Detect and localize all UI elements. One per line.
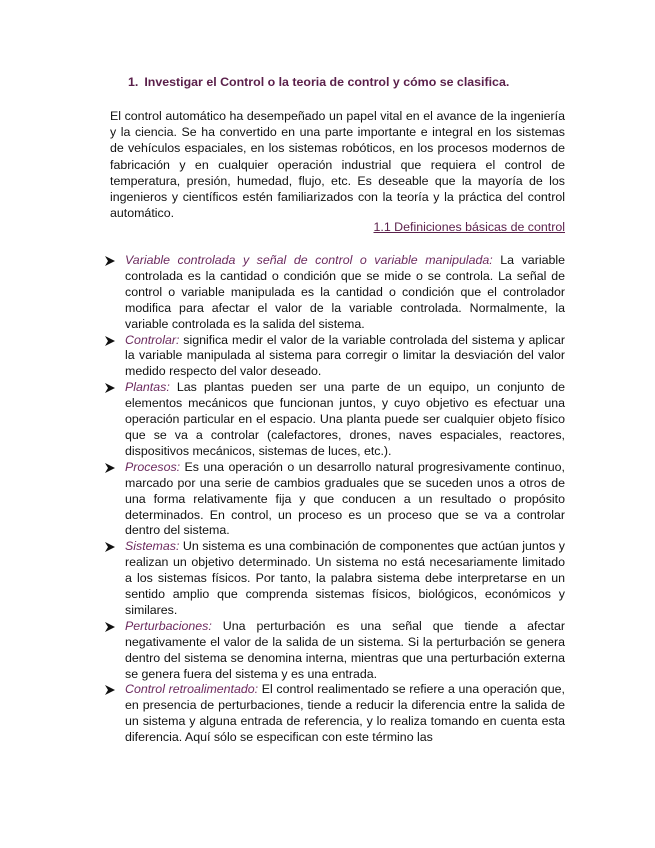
subsection-heading: 1.1 Definiciones básicas de control bbox=[373, 220, 565, 234]
list-item bbox=[104, 460, 565, 540]
arrow-bullet-icon bbox=[104, 256, 115, 266]
definition-text: Un sistema es una combinación de componentes que actúan juntos y realizan un objetivo determinado. Un sistema no está necesariamente limitado a los sistemas físicos. Por tanto, la palabra sistema debe interpretarse en un sentido amplio que comprenda sistemas físicos, biológicos, económicos y similares. bbox=[125, 539, 565, 617]
list-item bbox=[104, 539, 565, 619]
arrow-bullet-icon bbox=[104, 463, 115, 473]
intro-paragraph: El control automático ha desempeñado un papel vital en el avance de la ingeniería y la ciencia. Se ha convertido en una parte importante e integral en los sistemas de vehículos espaciales, en los sistemas robóticos, en los procesos modernos de fabricación y en cualquier operación industrial que requiera el control de temperatura, presión, humedad, flujo, etc. Es deseable que la mayoría de los ingenieros y científicos estén familiarizados con la teoría y la práctica del control automático. bbox=[110, 109, 565, 221]
definition-text: Las plantas pueden ser una parte de un equipo, un conjunto de elementos mecánicos que funcionan juntos, y cuyo objetivo es efectuar una operación particular en el espacio. Una planta puede ser cualquier objeto físico que se va a controlar (calefactores, drones, naves espaciales, reactores, dispositivos mecánicos, sistemas de luces, etc.). bbox=[125, 380, 565, 458]
section-heading bbox=[128, 75, 588, 89]
definition-text: significa medir el valor de la variable controlada del sistema y aplicar la variable manipulada al sistema para corregir o limitar la desviación del valor medido respecto del valor deseado. bbox=[125, 332, 565, 379]
definition-term: Plantas: bbox=[125, 380, 170, 395]
definition-term: Controlar: bbox=[125, 332, 180, 347]
definitions-list bbox=[104, 253, 565, 746]
arrow-bullet-icon bbox=[104, 383, 115, 393]
definition-term: Sistemas: bbox=[125, 539, 180, 554]
arrow-bullet-icon bbox=[104, 542, 115, 552]
arrow-bullet-icon bbox=[104, 336, 115, 346]
definition-text: La variable controlada es la cantidad o condición que se mide o se controla. La señal de control o variable manipulada es la cantidad o condición que el controlador modifica para afectar el valor de la variable controlada. Normalmente, la variable controlada es la salida del sistema. bbox=[125, 253, 565, 331]
section-number: 1. bbox=[128, 75, 139, 89]
definition-term: Variable controlada y señal de control o variable manipulada: bbox=[125, 253, 493, 267]
definition-text: Una perturbación es una señal que tiende a afectar negativamente el valor de la salida de un sistema. Si la perturbación se genera dentro del sistema se denomina interna, mientras que una perturbación externa se genera fuera del sistema y es una entrada. bbox=[125, 618, 565, 681]
definition-text: El control realimentado se refiere a una operación que, en presencia de perturbaciones, tiende a reducir la diferencia entre la salida de un sistema y alguna entrada de referencia, y lo realiza tomando en cuenta esta diferencia. Aquí sólo se especifican con este término las bbox=[125, 682, 566, 745]
list-item bbox=[104, 333, 565, 381]
definition-text: Es una operación o un desarrollo natural progresivamente continuo, marcado por una serie de cambios graduales que se suceden unos a otros de una forma relativamente fija y que conducen a un resultado o propósito determinados. En control, un proceso es un proceso que se va a controlar dentro del sistema. bbox=[125, 459, 565, 538]
list-item bbox=[104, 682, 565, 746]
arrow-bullet-icon bbox=[104, 622, 115, 632]
definition-term: Procesos: bbox=[125, 459, 181, 474]
arrow-bullet-icon bbox=[104, 685, 115, 695]
section-title: Investigar el Control o la teoria de control y cómo se clasifica. bbox=[144, 75, 510, 89]
list-item bbox=[104, 253, 565, 333]
definition-term: Perturbaciones: bbox=[125, 618, 212, 633]
list-item bbox=[104, 619, 565, 683]
definition-term: Control retroalimentado: bbox=[125, 682, 259, 697]
list-item bbox=[104, 380, 565, 460]
